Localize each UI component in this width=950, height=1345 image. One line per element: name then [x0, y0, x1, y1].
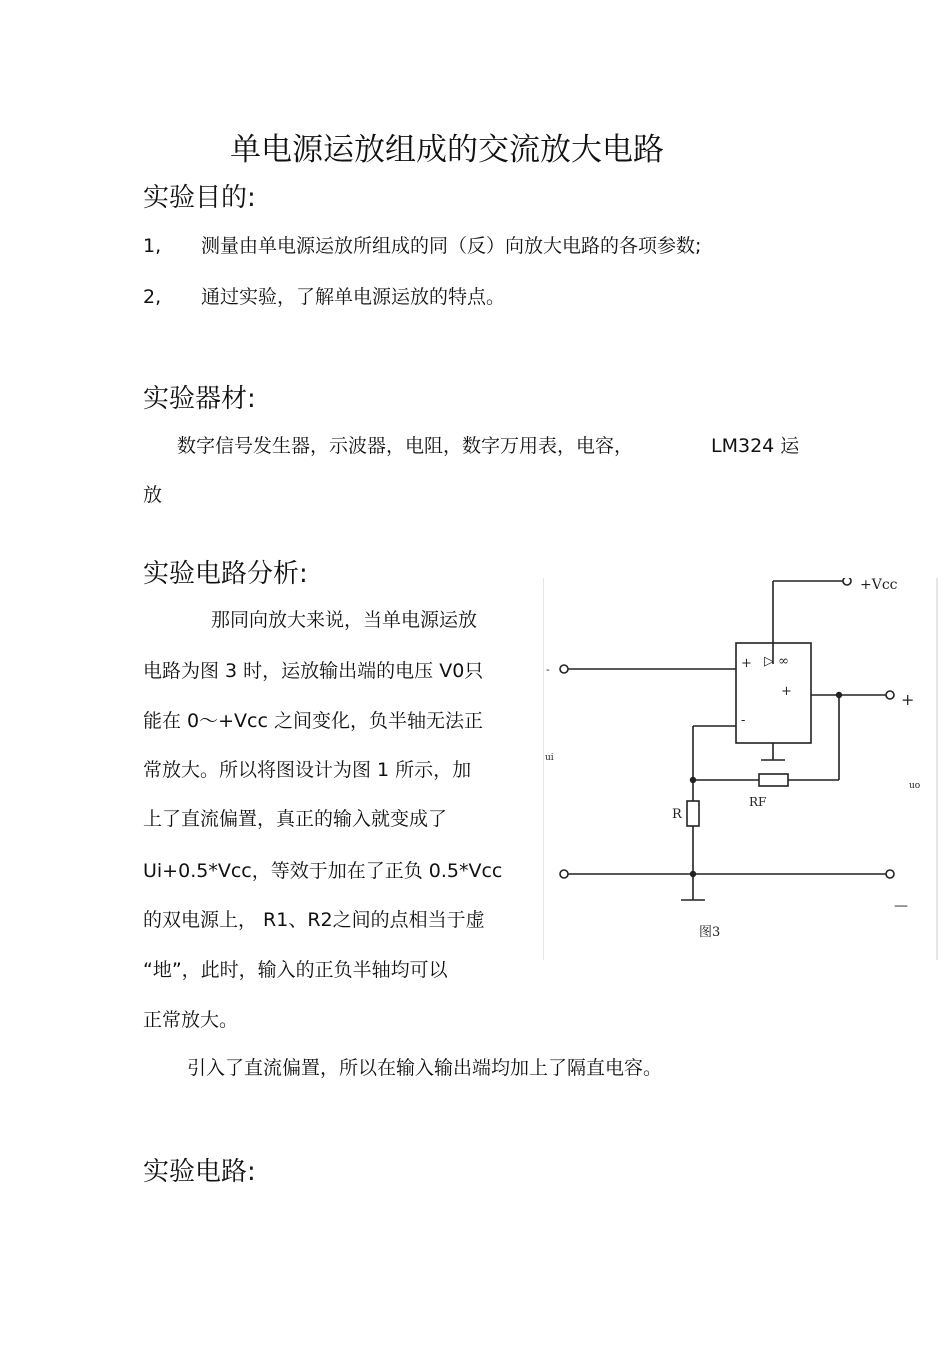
list-item-text: 通过实验，了解单电源运放的特点。 [201, 286, 506, 308]
analysis-line: 能在 0～+Vcc 之间变化，负半轴无法正 [143, 710, 483, 732]
equipment-line-1: 数字信号发生器，示波器，电阻，数字万用表，电容， [177, 435, 634, 457]
equipment-line-2: 放 [143, 484, 163, 506]
output-minus-label: — [894, 898, 908, 914]
vcc-label: +Vcc [860, 578, 898, 593]
noninverting-input-sign: + [741, 656, 752, 671]
circuit-figure-3 [543, 578, 939, 960]
analysis-line: 正常放大。 [143, 1009, 239, 1031]
list-item-number: 1, [143, 235, 162, 257]
uo-label: uo [909, 781, 921, 791]
inverting-input-sign: - [741, 713, 746, 728]
output-plus-label: + [901, 690, 915, 709]
opamp-symbol: ▷ ∞ [764, 654, 789, 669]
equipment-line-1b: LM324 运 [711, 435, 800, 457]
section-heading-circuit: 实验电路: [143, 1157, 256, 1187]
input-minus-label: - [546, 663, 550, 676]
page-title: 单电源运放组成的交流放大电路 [230, 132, 664, 168]
section-heading-purpose: 实验目的: [143, 183, 256, 213]
analysis-line: 电路为图 3 时，运放输出端的电压 V0只 [143, 660, 484, 682]
resistor-r-label: R [672, 807, 682, 822]
analysis-line: 上了直流偏置，真正的输入就变成了 [143, 808, 448, 830]
analysis-line: Ui+0.5*Vcc，等效于加在了正负 0.5*Vcc [143, 860, 503, 882]
analysis-line: 常放大。所以将图设计为图 1 所示，加 [143, 759, 472, 781]
section-heading-equipment: 实验器材: [143, 384, 256, 414]
list-item [143, 282, 505, 309]
list-item-number: 2, [143, 286, 162, 308]
analysis-after: 引入了直流偏置，所以在输入输出端均加上了隔直电容。 [187, 1057, 663, 1079]
section-heading-analysis: 实验电路分析: [143, 559, 308, 589]
opamp-plus-sign: + [781, 684, 792, 699]
resistor-rf-label: RF [749, 795, 767, 809]
figure-caption: 图3 [699, 925, 721, 940]
analysis-line: “地”，此时，输入的正负半轴均可以 [143, 959, 448, 981]
analysis-line: 那同向放大来说，当单电源运放 [211, 609, 478, 631]
ui-label: ui [545, 753, 554, 763]
list-item [143, 231, 701, 258]
list-item-text: 测量由单电源运放所组成的同（反）向放大电路的各项参数; [201, 235, 702, 257]
analysis-line: 的双电源上， R1、R2之间的点相当于虚 [143, 909, 485, 931]
